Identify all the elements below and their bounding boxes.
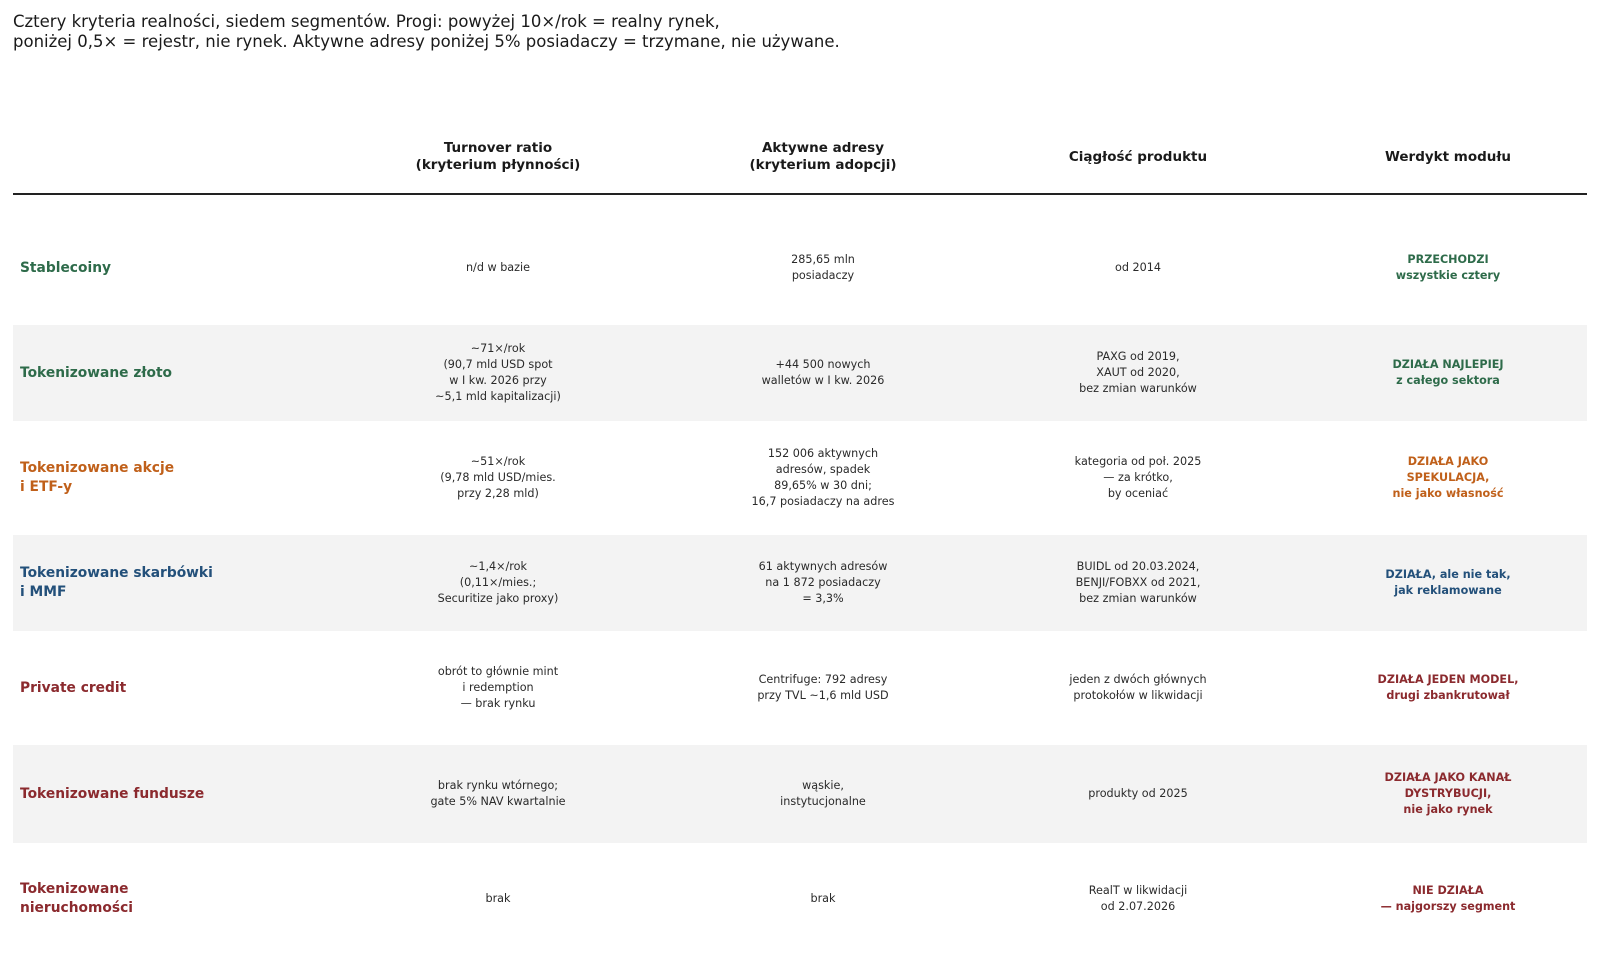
- verdict-cell: [1288, 631, 1600, 745]
- addresses-line: 61 aktywnych adresów: [758, 560, 888, 573]
- column-header: [20, 120, 320, 194]
- continuity-cell: [978, 631, 1298, 745]
- segment-cell: [20, 217, 320, 319]
- addresses-line: posiadaczy: [791, 269, 855, 282]
- segment-line: Private credit: [20, 679, 127, 696]
- segment-cell: [20, 535, 320, 631]
- column-header-line: Werdykt modułu: [1384, 148, 1512, 165]
- segment-cell: [20, 325, 320, 421]
- verdict-cell: [1288, 745, 1600, 843]
- turnover-line: (90,7 mld USD spot: [443, 358, 553, 371]
- segment-line: Tokenizowane fundusze: [20, 785, 205, 802]
- segment-cell: [20, 843, 320, 955]
- turnover-line: i redemption: [462, 681, 534, 694]
- turnover-cell: [333, 217, 663, 319]
- segment-line: i ETF-y: [20, 479, 73, 495]
- subtitle-line: Cztery kryteria realności, siedem segmentów. Progi: powyżej 10×/rok = realny rynek,: [13, 12, 720, 31]
- continuity-line: XAUT od 2020,: [1096, 366, 1180, 379]
- column-header-line: (kryterium płynności): [415, 157, 581, 173]
- addresses-line: na 1 872 posiadaczy: [765, 576, 881, 589]
- continuity-cell: [978, 535, 1298, 631]
- verdict-line: PRZECHODZI: [1407, 253, 1489, 266]
- column-header-line: (kryterium adopcji): [749, 157, 897, 173]
- addresses-line: 16,7 posiadaczy na adres: [751, 495, 895, 508]
- table-row: [13, 843, 1587, 955]
- column-header: [978, 120, 1298, 194]
- continuity-cell: [978, 325, 1298, 421]
- turnover-cell: [333, 745, 663, 843]
- turnover-line: n/d w bazie: [465, 261, 531, 274]
- addresses-line: = 3,3%: [802, 592, 844, 605]
- table-row: [13, 325, 1587, 421]
- addresses-line: 152 006 aktywnych: [767, 447, 879, 460]
- segment-line: Tokenizowane akcje: [20, 460, 175, 476]
- table-header: [13, 120, 1587, 194]
- verdict-line: wszystkie cztery: [1395, 269, 1501, 282]
- verdict-line: DZIAŁA JEDEN MODEL,: [1377, 673, 1519, 686]
- turnover-line: brak: [485, 892, 511, 905]
- continuity-line: od 2014: [1115, 261, 1161, 274]
- turnover-cell: [333, 325, 663, 421]
- turnover-line: Securitize jako proxy): [437, 592, 559, 605]
- continuity-line: PAXG od 2019,: [1096, 350, 1180, 363]
- addresses-cell: [663, 325, 983, 421]
- turnover-cell: [333, 421, 663, 535]
- continuity-cell: [978, 217, 1298, 319]
- addresses-cell: [663, 745, 983, 843]
- addresses-line: +44 500 nowych: [775, 358, 871, 371]
- turnover-line: ~71×/rok: [470, 342, 526, 355]
- verdict-cell: [1288, 421, 1600, 535]
- column-header: [333, 120, 663, 194]
- turnover-line: gate 5% NAV kwartalnie: [430, 795, 566, 808]
- continuity-line: BUIDL od 20.03.2024,: [1076, 560, 1200, 573]
- verdict-cell: [1288, 843, 1600, 955]
- addresses-line: adresów, spadek: [775, 463, 871, 476]
- turnover-line: — brak rynku: [460, 697, 536, 710]
- addresses-line: walletów w I kw. 2026: [761, 374, 885, 387]
- addresses-line: instytucjonalne: [780, 795, 866, 808]
- segment-cell: [20, 421, 320, 535]
- turnover-cell: [333, 843, 663, 955]
- turnover-line: ~1,4×/rok: [469, 560, 527, 573]
- continuity-line: by oceniać: [1107, 487, 1169, 500]
- segment-line: Stablecoiny: [20, 259, 112, 276]
- column-header: [663, 120, 983, 194]
- verdict-line: jak reklamowane: [1394, 584, 1502, 597]
- segment-line: Tokenizowane skarbówki: [20, 565, 213, 581]
- table-row: [13, 535, 1587, 631]
- continuity-line: BENJI/FOBXX od 2021,: [1075, 576, 1201, 589]
- continuity-line: produkty od 2025: [1088, 787, 1188, 800]
- addresses-line: 285,65 mln: [791, 253, 855, 266]
- verdict-cell: [1288, 325, 1600, 421]
- table-row: [13, 421, 1587, 535]
- column-header-line: Aktywne adresy: [761, 140, 885, 156]
- continuity-line: bez zmian warunków: [1079, 592, 1197, 605]
- addresses-cell: [663, 217, 983, 319]
- segment-line: Tokenizowane: [20, 881, 129, 897]
- turnover-line: w I kw. 2026 przy: [449, 374, 547, 387]
- verdict-line: z całego sektora: [1396, 374, 1500, 387]
- addresses-line: brak: [810, 892, 836, 905]
- turnover-line: obrót to głównie mint: [437, 665, 559, 678]
- addresses-cell: [663, 631, 983, 745]
- continuity-line: od 2.07.2026: [1100, 900, 1176, 913]
- verdict-line: DZIAŁA, ale nie tak,: [1385, 568, 1511, 581]
- continuity-line: protokołów w likwidacji: [1073, 689, 1203, 702]
- table-row: [13, 217, 1587, 319]
- continuity-cell: [978, 421, 1298, 535]
- column-header-line: Ciągłość produktu: [1068, 148, 1208, 165]
- segment-cell: [20, 745, 320, 843]
- continuity-line: — za krótko,: [1103, 471, 1173, 484]
- segment-line: nieruchomości: [20, 900, 133, 916]
- verdict-line: nie jako rynek: [1403, 803, 1493, 816]
- verdict-line: — najgorszy segment: [1380, 900, 1516, 913]
- table-row: [13, 631, 1587, 745]
- verdict-line: DZIAŁA JAKO KANAŁ: [1384, 771, 1512, 784]
- verdict-line: nie jako własność: [1392, 487, 1504, 500]
- verdict-line: DZIAŁA JAKO: [1407, 455, 1489, 468]
- table-row: [13, 745, 1587, 843]
- turnover-line: ~51×/rok: [470, 455, 526, 468]
- turnover-cell: [333, 631, 663, 745]
- continuity-line: RealT w likwidacji: [1088, 884, 1188, 897]
- addresses-cell: [663, 535, 983, 631]
- continuity-line: jeden z dwóch głównych: [1069, 673, 1207, 686]
- continuity-cell: [978, 745, 1298, 843]
- subtitle-line: poniżej 0,5× = rejestr, nie rynek. Aktywne adresy poniżej 5% posiadaczy = trzymane, nie używane.: [13, 32, 840, 51]
- addresses-cell: [663, 843, 983, 955]
- verdict-line: DZIAŁA NAJLEPIEJ: [1392, 358, 1504, 371]
- turnover-line: (0,11×/mies.;: [459, 576, 537, 589]
- turnover-line: ~5,1 mld kapitalizacji): [435, 390, 561, 403]
- continuity-cell: [978, 843, 1298, 955]
- segment-cell: [20, 631, 320, 745]
- segment-line: Tokenizowane złoto: [20, 364, 173, 381]
- verdict-line: SPEKULACJA,: [1406, 471, 1490, 484]
- turnover-line: brak rynku wtórnego;: [437, 779, 559, 792]
- header-rule: [13, 193, 1587, 195]
- turnover-line: (9,78 mld USD/mies.: [440, 471, 556, 484]
- chart-subtitle: [13, 12, 1573, 52]
- verdict-line: NIE DZIAŁA: [1412, 884, 1484, 897]
- segment-line: i MMF: [20, 584, 67, 600]
- verdict-cell: [1288, 535, 1600, 631]
- column-header: [1288, 120, 1600, 194]
- column-header-line: Turnover ratio: [443, 140, 553, 156]
- addresses-line: wąskie,: [802, 779, 844, 792]
- addresses-cell: [663, 421, 983, 535]
- addresses-line: przy TVL ~1,6 mld USD: [757, 689, 889, 702]
- verdict-line: DYSTRYBUCJI,: [1404, 787, 1492, 800]
- verdict-cell: [1288, 217, 1600, 319]
- addresses-line: Centrifuge: 792 adresy: [758, 673, 888, 686]
- continuity-line: bez zmian warunków: [1079, 382, 1197, 395]
- turnover-cell: [333, 535, 663, 631]
- continuity-line: kategoria od poł. 2025: [1074, 455, 1202, 468]
- verdict-line: drugi zbankrutował: [1386, 689, 1510, 702]
- addresses-line: 89,65% w 30 dni;: [774, 479, 872, 492]
- turnover-line: przy 2,28 mld): [457, 487, 539, 500]
